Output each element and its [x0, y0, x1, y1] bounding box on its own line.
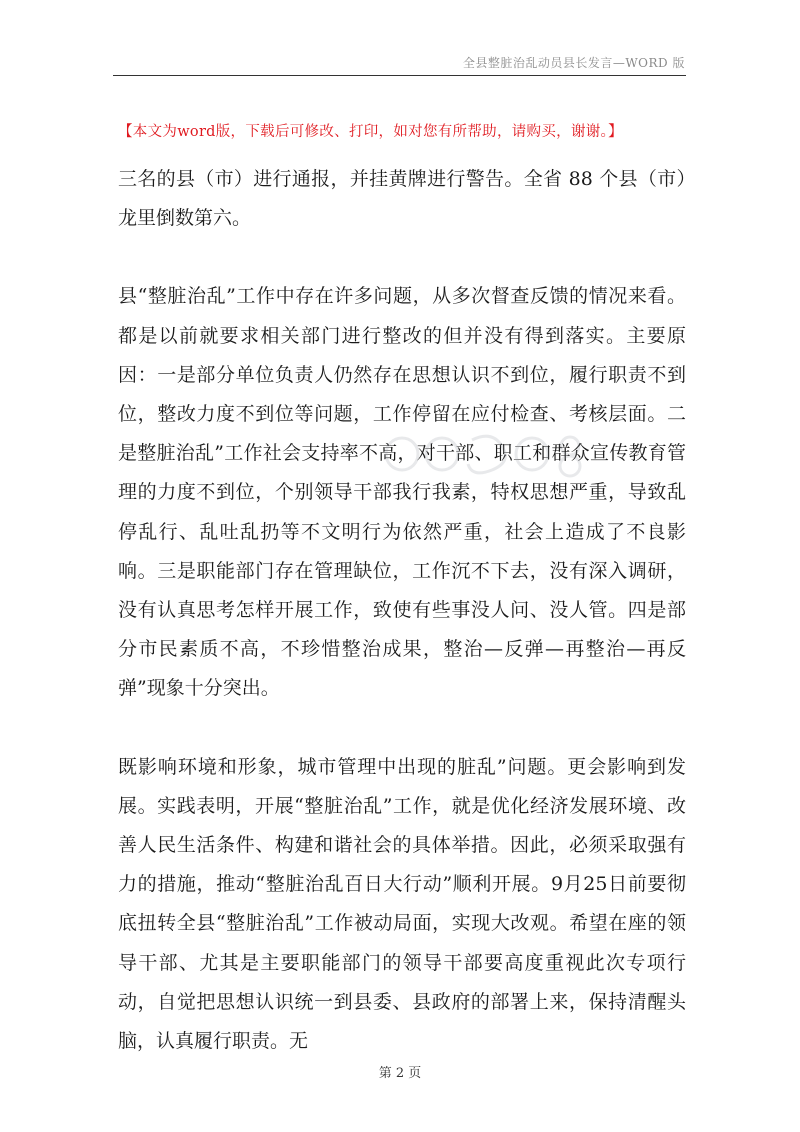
running-header-title: 全县整脏治乱动员县长发言—WORD 版	[462, 56, 685, 70]
body-text	[118, 160, 686, 1061]
paragraph-2: 县“整脏治乱”工作中存在许多问题，从多次督查反馈的情况来看。都是以前就要求相关部门进行整改的但并没有得到落实。主要原因：一是部分单位负责人仍然存在思想认识不到位，履行职责不到位，整改力度不到位等问题，工作停留在应付检查、考核层面。二是整脏治乱”工作社会支持率不高，对干部、职工和群众宣传教育管理的力度不到位，个别领导干部我行我素，特权思想严重，导致乱停乱行、乱吐乱扔等不文明行为依然严重，社会上造成了不良影响。三是职能部门存在管理缺位，工作沉不下去，没有深入调研，没有认真思考怎样开展工作，致使有些事没人问、没人管。四是部分市民素质不高，不珍惜整治成果，整治—反弹—再整治—再反弹”现象十分突出。	[118, 285, 686, 700]
purchase-notice: 【本文为word版，下载后可修改、打印，如对您有所帮助，请购买，谢谢。】	[118, 124, 623, 140]
page-number: 第 2 页	[378, 1066, 422, 1081]
header-divider	[113, 75, 686, 76]
paragraph-1: 三名的县（市）进行通报，并挂黄牌进行警告。全省 88 个县（市）龙里倒数第六。	[118, 168, 686, 230]
paragraph-3: 既影响环境和形象，城市管理中出现的脏乱”问题。更会影响到发展。实践表明，开展“整脏治乱”工作，就是优化经济发展环境、改善人民生活条件、构建和谐社会的具体举措。因此，必须采取强有力的措施，推动“整脏治乱百日大行动”顺利开展。9月25日前要彻底扭转全县“整脏治乱”工作被动局面，实现大改观。希望在座的领导干部、尤其是主要职能部门的领导干部要高度重视此次专项行动，自觉把思想认识统一到县委、县政府的部署上来，保持清醒头脑，认真履行职责。无	[118, 755, 686, 1053]
